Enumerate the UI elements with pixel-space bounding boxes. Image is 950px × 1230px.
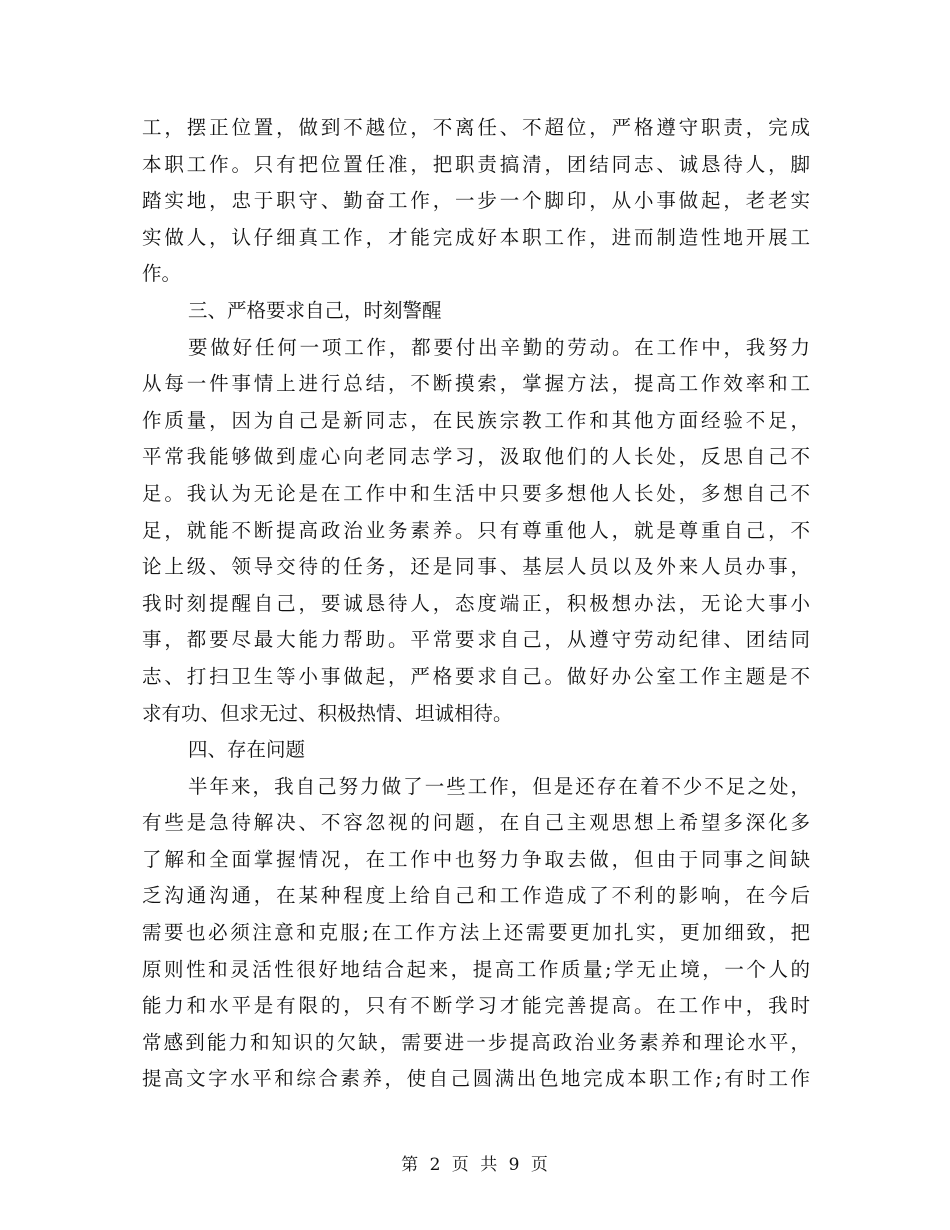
text-line: 工，摆正位置，做到不越位，不离任、不超位，严格遵守职责，完成 (142, 116, 810, 139)
text-line: 足，就能不断提高政治业务素养。只有尊重他人，就是尊重自己，不 (142, 518, 810, 542)
text-line: 实做人，认仔细真工作，才能完成好本职工作，进而制造性地开展工 (142, 225, 810, 249)
text-line: 事，都要尽最大能力帮助。平常要求自己，从遵守劳动纪律、团结同 (142, 628, 810, 652)
text-line: 有些是急待解决、不容忽视的问题，在自己主观思想上希望多深化多 (142, 811, 810, 835)
text-line: 从每一件事情上进行总结，不断摸索，掌握方法，提高工作效率和工 (142, 372, 810, 396)
text-line: 提高文字水平和综合素养，使自己圆满出色地完成本职工作;有时工作 (142, 1067, 810, 1091)
text-line: 要做好任何一项工作，都要付出辛勤的劳动。在工作中，我努力 (188, 335, 810, 359)
text-line: 原则性和灵活性很好地结合起来，提高工作质量;学无止境，一个人的 (142, 957, 810, 981)
text-line: 了解和全面掌握情况，在工作中也努力争取去做，但由于同事之间缺 (142, 847, 810, 871)
text-line: 本职工作。只有把位置任准，把职责搞清，团结同志、诚恳待人，脚 (142, 152, 810, 176)
text-line: 足。我认为无论是在工作中和生活中只要多想他人长处，多想自己不 (142, 481, 810, 505)
text-line: 常感到能力和知识的欠缺，需要进一步提高政治业务素养和理论水平， (142, 1030, 810, 1054)
text-line: 半年来，我自己努力做了一些工作，但是还存在着不少不足之处， (188, 774, 810, 798)
text-line: 平常我能够做到虚心向老同志学习，汲取他们的人长处，反思自己不 (142, 445, 810, 469)
text-line: 求有功、但求无过、积极热情、坦诚相待。 (142, 701, 513, 725)
text-line: 论上级、领导交待的任务，还是同事、基层人员以及外来人员办事， (142, 555, 810, 579)
text-line: 需要也必须注意和克服;在工作方法上还需要更加扎实，更加细致，把 (142, 921, 810, 945)
text-line: 作质量，因为自己是新同志，在民族宗教工作和其他方面经验不足， (142, 408, 810, 432)
section-heading: 三、严格要求自己，时刻警醒 (188, 298, 442, 322)
text-line: 踏实地，忠于职守、勤奋工作，一步一个脚印，从小事做起，老老实 (142, 189, 810, 213)
document-body (142, 110, 810, 1098)
section-heading: 四、存在问题 (188, 738, 306, 762)
page-number-footer: 第 2 页 共 9 页 (401, 1155, 549, 1175)
text-line: 乏沟通沟通，在某种程度上给自己和工作造成了不利的影响，在今后 (142, 884, 810, 908)
text-line: 作。 (142, 262, 182, 286)
text-line: 能力和水平是有限的，只有不断学习才能完善提高。在工作中，我时 (142, 994, 810, 1018)
text-line: 志、打扫卫生等小事做起，严格要求自己。做好办公室工作主题是不 (142, 664, 810, 688)
text-line: 我时刻提醒自己，要诚恳待人，态度端正，积极想办法，无论大事小 (142, 591, 810, 615)
